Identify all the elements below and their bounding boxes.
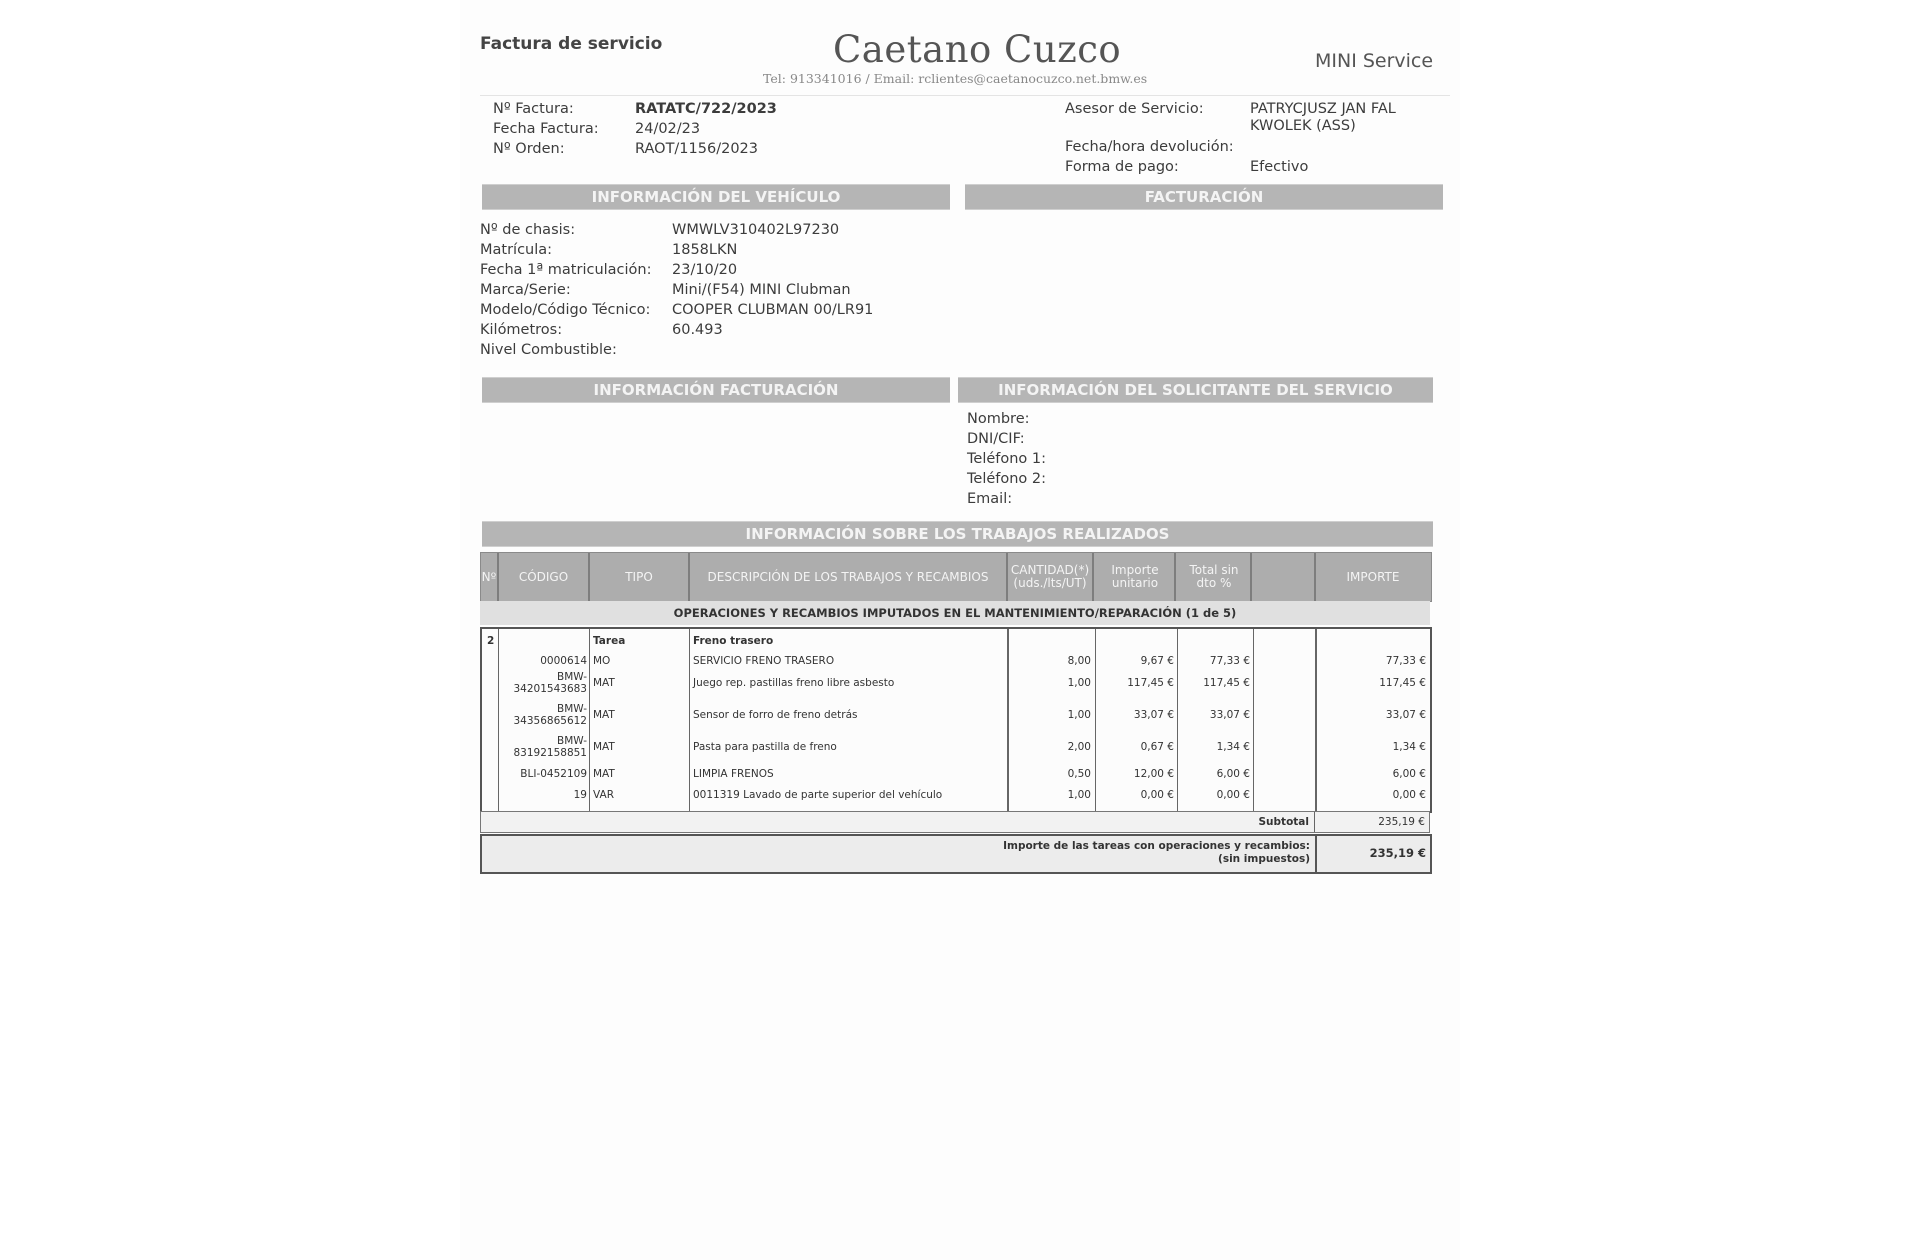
- invoice-date-label: Fecha Factura:: [493, 121, 599, 137]
- section-vehicle-header: INFORMACIÓN DEL VEHÍCULO: [482, 184, 950, 210]
- row-total-before-discount: 1,34 €: [1216, 741, 1250, 753]
- row-type: MAT: [593, 768, 615, 780]
- col-header-quantity: CANTIDAD(*) (uds./lts/UT): [1008, 553, 1094, 601]
- row-type: MAT: [593, 741, 615, 753]
- row-description: SERVICIO FRENO TRASERO: [693, 655, 835, 667]
- row-quantity: 1,00: [1067, 709, 1091, 721]
- vehicle-chassis: WMWLV310402L97230: [672, 222, 840, 238]
- col-header-description: DESCRIPCIÓN DE LOS TRABAJOS Y RECAMBIOS: [690, 553, 1008, 601]
- row-unit-price: 0,00 €: [1140, 789, 1174, 801]
- invoice-number: RATATC/722/2023: [635, 101, 777, 117]
- vehicle-chassis-label: Nº de chasis:: [480, 222, 576, 238]
- row-total-before-discount: 117,45 €: [1203, 677, 1250, 689]
- row-total-before-discount: 0,00 €: [1216, 789, 1250, 801]
- row-unit-price: 12,00 €: [1133, 768, 1174, 780]
- row-quantity: 1,00: [1067, 789, 1091, 801]
- col-header-amount: IMPORTE: [1346, 569, 1400, 584]
- table-body: [480, 627, 1432, 813]
- section-works-header: INFORMACIÓN SOBRE LOS TRABAJOS REALIZADOS: [482, 521, 1433, 547]
- row-amount: 6,00 €: [1392, 768, 1426, 780]
- row-description: LIMPIA FRENOS: [693, 768, 774, 780]
- row-type: MO: [593, 655, 611, 667]
- task-type: Tarea: [593, 635, 626, 647]
- advisor-name-line2: KWOLEK (ASS): [1250, 118, 1356, 134]
- row-type: MAT: [593, 677, 615, 689]
- vehicle-km-label: Kilómetros:: [480, 322, 563, 338]
- row-amount: 0,00 €: [1392, 789, 1426, 801]
- vehicle-model-label: Modelo/Código Técnico:: [480, 302, 651, 318]
- vehicle-make-label: Marca/Serie:: [480, 282, 571, 298]
- row-quantity: 1,00: [1067, 677, 1091, 689]
- company-contact: Tel: 913341016 / Email: rclientes@caetanocuzco.net.bmw.es: [763, 71, 1148, 86]
- row-code-prefix: BMW-: [556, 671, 587, 683]
- row-code: 0000614: [540, 655, 587, 667]
- vehicle-registration-date: 23/10/20: [672, 262, 738, 278]
- vehicle-km: 60.493: [672, 322, 723, 338]
- row-amount: 117,45 €: [1379, 677, 1426, 689]
- row-code: 83192158851: [513, 747, 587, 759]
- company-name: Caetano Cuzco: [833, 28, 1122, 71]
- service-brand: MINI Service: [1315, 50, 1434, 72]
- requester-name-label: Nombre:: [967, 411, 1030, 427]
- total-label-line1: Importe de las tareas con operaciones y recambios:: [1003, 840, 1310, 852]
- vehicle-plate-label: Matrícula:: [480, 242, 553, 258]
- row-total-before-discount: 77,33 €: [1209, 655, 1250, 667]
- vehicle-make: Mini/(F54) MINI Clubman: [672, 282, 851, 298]
- row-type: VAR: [593, 789, 614, 801]
- vehicle-plate: 1858LKN: [672, 242, 738, 258]
- advisor-label: Asesor de Servicio:: [1065, 101, 1204, 117]
- table-header: [480, 552, 1432, 602]
- document-type: Factura de servicio: [480, 34, 663, 54]
- row-amount: 77,33 €: [1385, 655, 1426, 667]
- row-unit-price: 33,07 €: [1133, 709, 1174, 721]
- row-code-prefix: BMW-: [556, 703, 587, 715]
- row-quantity: 8,00: [1067, 655, 1091, 667]
- subtotal-label: Subtotal: [1258, 816, 1309, 828]
- row-unit-price: 9,67 €: [1140, 655, 1174, 667]
- vehicle-registration-date-label: Fecha 1ª matriculación:: [480, 262, 652, 278]
- order-number: RAOT/1156/2023: [635, 141, 758, 157]
- section-billing-info-header: INFORMACIÓN FACTURACIÓN: [482, 377, 950, 403]
- row-code: 34201543683: [513, 683, 587, 695]
- col-header-unit-price: Importe unitario: [1096, 553, 1176, 601]
- row-code: 19: [573, 789, 587, 801]
- order-number-label: Nº Orden:: [493, 141, 565, 157]
- invoice-page: [460, 0, 1460, 1260]
- row-code: BLI-0452109: [520, 768, 587, 780]
- payment-method: Efectivo: [1250, 159, 1309, 175]
- return-datetime-label: Fecha/hora devolución:: [1065, 139, 1234, 155]
- row-unit-price: 117,45 €: [1127, 677, 1174, 689]
- row-description: Sensor de forro de freno detrás: [693, 709, 858, 721]
- section-billing-header: FACTURACIÓN: [965, 184, 1443, 210]
- total-label-line2: (sin impuestos): [1218, 853, 1310, 865]
- row-type: MAT: [593, 709, 615, 721]
- payment-method-label: Forma de pago:: [1065, 159, 1179, 175]
- row-total-before-discount: 33,07 €: [1209, 709, 1250, 721]
- task-description: Freno trasero: [693, 635, 774, 647]
- row-description: 0011319 Lavado de parte superior del vehículo: [693, 789, 943, 801]
- requester-email-label: Email:: [967, 491, 1013, 507]
- total-value: 235,19 €: [1369, 846, 1426, 860]
- row-code: 34356865612: [513, 715, 587, 727]
- row-description: Pasta para pastilla de freno: [693, 741, 837, 753]
- row-quantity: 0,50: [1067, 768, 1091, 780]
- requester-phone1-label: Teléfono 1:: [967, 451, 1047, 467]
- subtotal-value: 235,19 €: [1378, 816, 1425, 828]
- table-section-title: OPERACIONES Y RECAMBIOS IMPUTADOS EN EL MANTENIMIENTO/REPARACIÓN (1 de 5): [480, 601, 1430, 625]
- col-header-discount: [1254, 553, 1316, 601]
- invoice-number-label: Nº Factura:: [493, 101, 574, 117]
- vehicle-fuel-label: Nivel Combustible:: [480, 342, 617, 358]
- invoice-date: 24/02/23: [635, 121, 701, 137]
- row-code-prefix: BMW-: [556, 735, 587, 747]
- requester-phone2-label: Teléfono 2:: [967, 471, 1047, 487]
- total-row: [480, 834, 1432, 874]
- subtotal-row: [480, 811, 1430, 833]
- col-header-type: TIPO: [590, 553, 690, 601]
- row-description: Juego rep. pastillas freno libre asbesto: [693, 677, 895, 689]
- task-number: 2: [487, 635, 495, 647]
- col-header-no: Nº: [481, 553, 499, 601]
- col-header-code: CÓDIGO: [499, 553, 590, 601]
- requester-id-label: DNI/CIF:: [967, 431, 1025, 447]
- row-total-before-discount: 6,00 €: [1216, 768, 1250, 780]
- row-amount: 1,34 €: [1392, 741, 1426, 753]
- advisor-name-line1: PATRYCJUSZ JAN FAL: [1250, 101, 1396, 117]
- section-requester-header: INFORMACIÓN DEL SOLICITANTE DEL SERVICIO: [958, 377, 1433, 403]
- row-amount: 33,07 €: [1385, 709, 1426, 721]
- header-divider: [480, 95, 1450, 96]
- row-quantity: 2,00: [1067, 741, 1091, 753]
- vehicle-model: COOPER CLUBMAN 00/LR91: [672, 302, 874, 318]
- row-unit-price: 0,67 €: [1140, 741, 1174, 753]
- col-header-total-before-discount: Total sin dto %: [1178, 553, 1252, 601]
